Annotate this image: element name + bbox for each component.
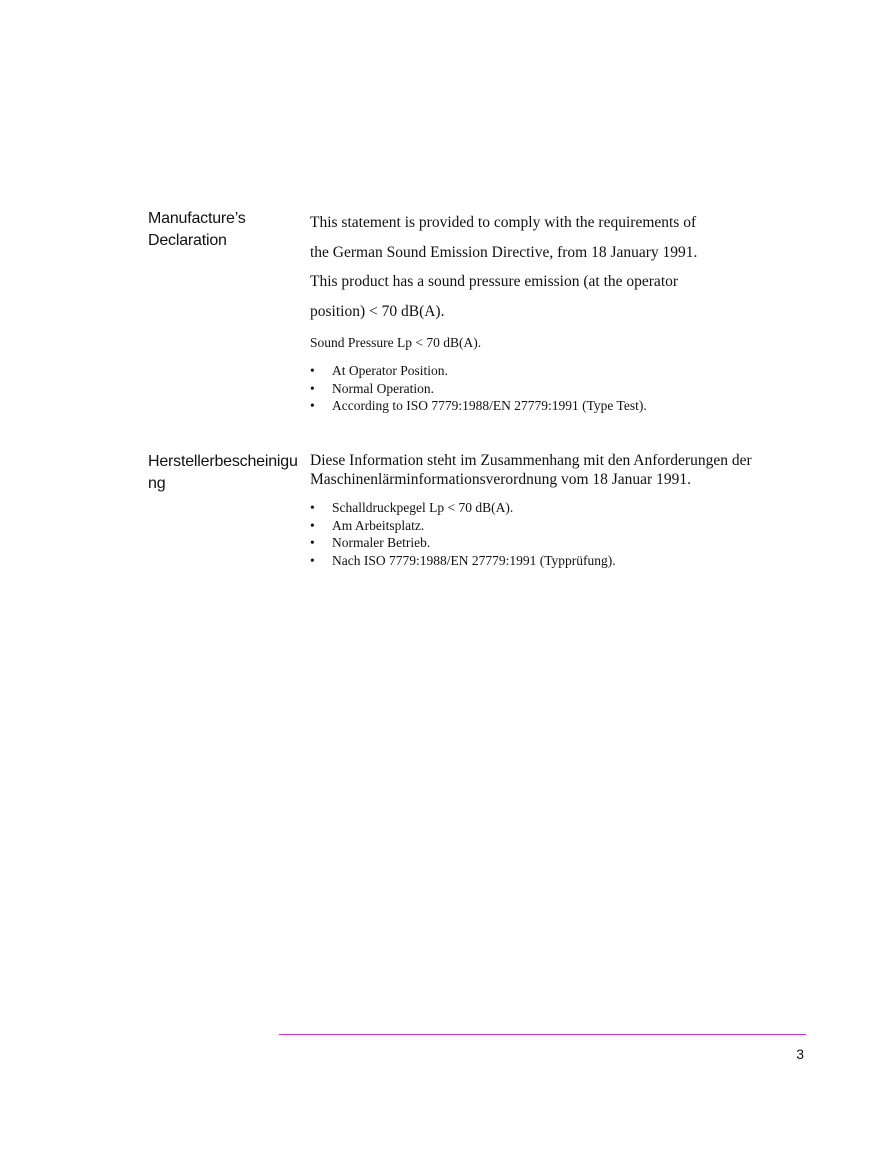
list-item (310, 362, 790, 380)
label-line: Manufacture’s (148, 210, 246, 227)
bullet-list (310, 499, 790, 569)
label-line: Declaration (148, 232, 227, 249)
list-item-text: Normal Operation. (332, 380, 434, 396)
list-item-text: At Operator Position. (332, 363, 448, 378)
list-item-text: Am Arbeitsplatz. (332, 517, 425, 533)
section-body-english (310, 208, 790, 415)
section-body-german (310, 451, 790, 569)
paragraph-line: This product has a sound pressure emission (at the operator (310, 273, 679, 290)
bullet-icon: • (310, 517, 315, 533)
list-item (310, 499, 790, 517)
page-number: 3 (796, 1046, 804, 1062)
list-item-text: Schalldruckpegel Lp < 70 dB(A). (332, 500, 514, 515)
bullet-icon: • (310, 552, 315, 568)
label-line: Herstellerbescheinigu (148, 453, 298, 470)
bullet-icon: • (310, 535, 315, 550)
section-label-manufacturers-declaration (148, 208, 303, 252)
bullet-icon: • (310, 398, 315, 413)
paragraph-line: Maschinenlärminformationsverordnung vom 18 Januar 1991. (310, 471, 691, 488)
bullet-icon: • (310, 500, 315, 515)
list-item-text: Normaler Betrieb. (332, 535, 431, 550)
paragraph-line: Diese Information steht im Zusammenhang mit den Anforderungen der (310, 452, 752, 469)
paragraph-line: position) < 70 dB(A). (310, 302, 445, 320)
bullet-icon: • (310, 363, 315, 378)
list-item (310, 397, 790, 415)
bullet-icon: • (310, 380, 315, 396)
section-label-herstellerbescheinigung (148, 451, 303, 495)
list-item (310, 534, 790, 552)
bullet-list (310, 362, 790, 415)
paragraph-line: This statement is provided to comply with the requirements of (310, 214, 697, 231)
list-item-text: According to ISO 7779:1988/EN 27779:1991 (Type Test). (332, 398, 647, 413)
footer-divider (279, 1034, 806, 1035)
list-item (310, 552, 790, 570)
list-item-text: Nach ISO 7779:1988/EN 27779:1991 (Typprüfung). (332, 552, 616, 568)
list-item (310, 380, 790, 398)
sound-pressure-statement: Sound Pressure Lp < 70 dB(A). (310, 335, 482, 350)
paragraph-line: the German Sound Emission Directive, from 18 January 1991. (310, 243, 698, 261)
label-line: ng (148, 475, 166, 492)
list-item (310, 517, 790, 535)
